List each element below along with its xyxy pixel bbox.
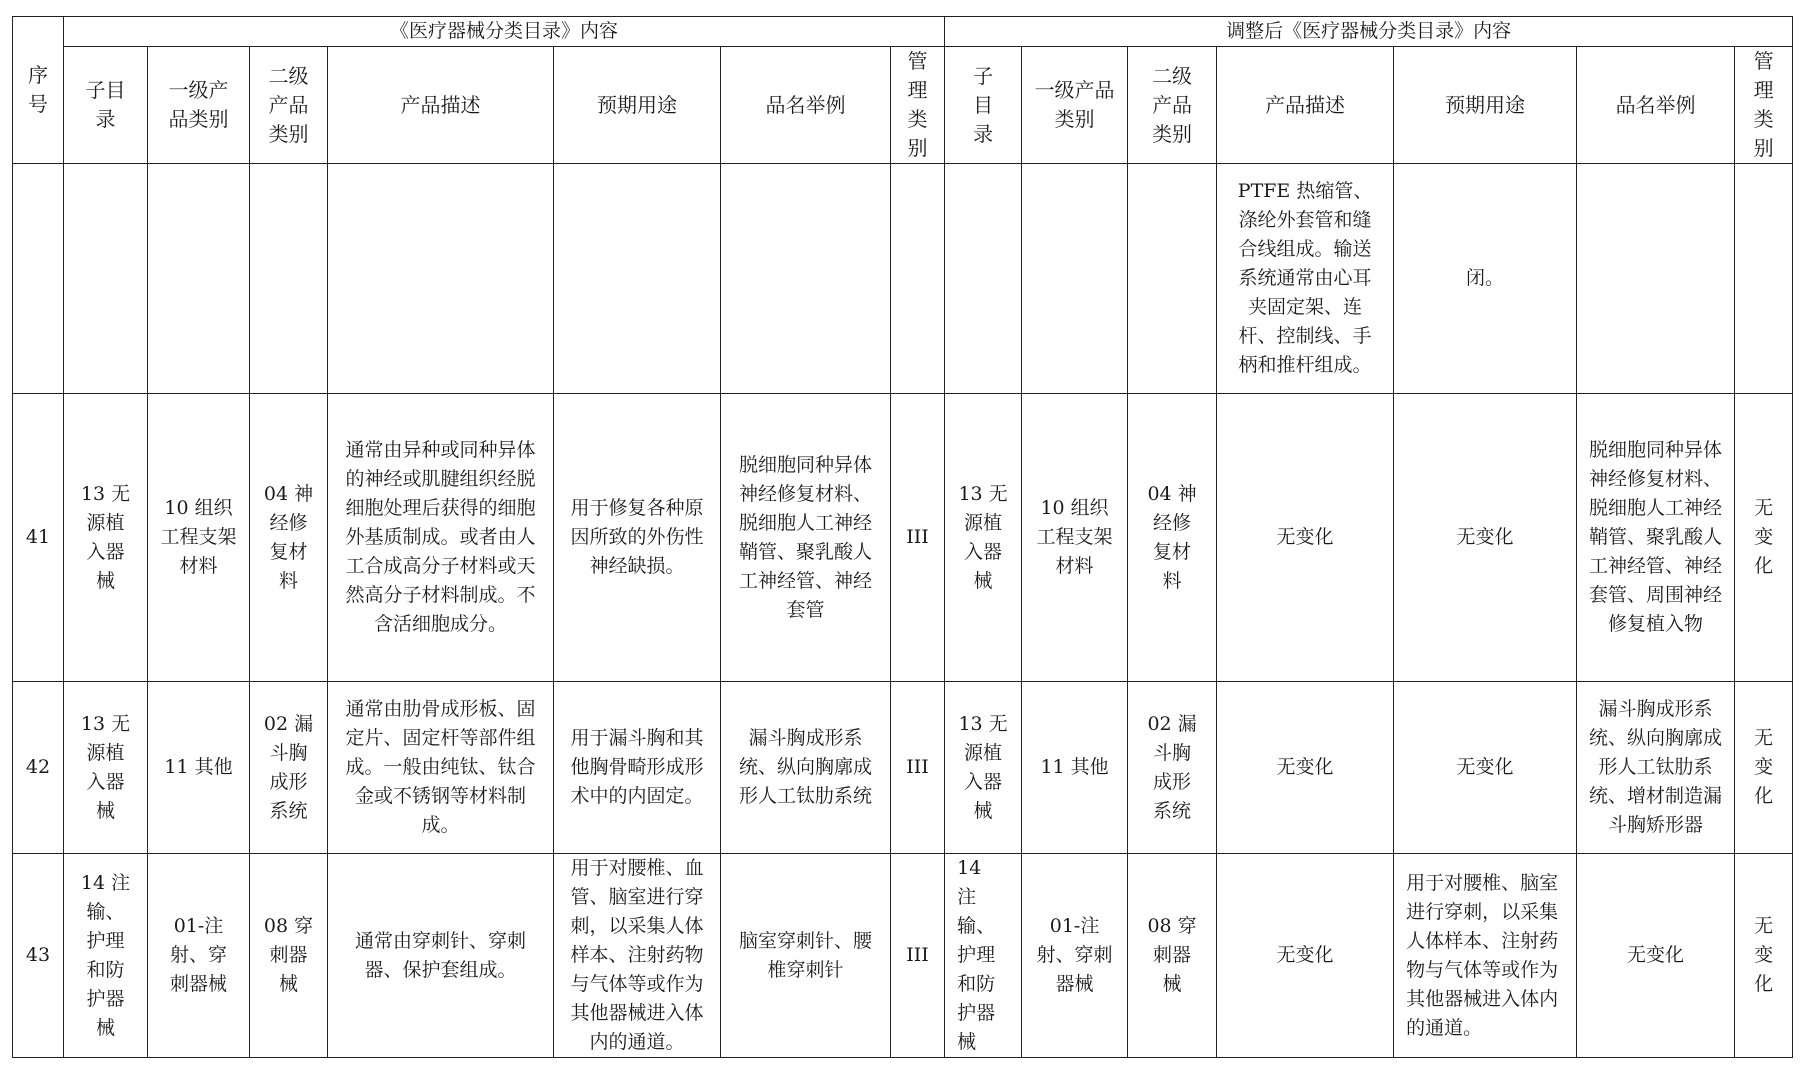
- cell-examples-after: 无变化: [1577, 854, 1735, 1058]
- header-group-row: [13, 17, 1793, 47]
- group-header-after: 调整后《医疗器械分类目录》内容: [945, 17, 1793, 47]
- cell-sub-dir-after: [945, 164, 1022, 394]
- cell-l2-after: 04 神经修复材料: [1128, 394, 1217, 682]
- cell-l2: 04 神经修复材料: [250, 394, 328, 682]
- cell-l1: 11 其他: [148, 682, 250, 854]
- cell-sub-dir: 13 无源植入器械: [64, 682, 148, 854]
- cell-desc-after: PTFE 热缩管、涤纶外套管和缝合线组成。输送系统通常由心耳夹固定架、连杆、控制线、手柄和推杆组成。: [1217, 164, 1394, 394]
- cell-l1: 10 组织工程支架材料: [148, 394, 250, 682]
- cell-examples-after: 漏斗胸成形系统、纵向胸廓成形人工钛肋系统、增材制造漏斗胸矫形器: [1577, 682, 1735, 854]
- cell-no: 41: [13, 394, 64, 682]
- cell-l2-after: [1128, 164, 1217, 394]
- cell-desc: 通常由异种或同种异体的神经或肌腱组织经脱细胞处理后获得的细胞外基质制成。或者由人工合成高分子材料或天然高分子材料制成。不含活细胞成分。: [328, 394, 554, 682]
- cell-class-after: [1735, 164, 1793, 394]
- cell-no: 43: [13, 854, 64, 1058]
- classification-catalog-table: [12, 16, 1793, 1058]
- cell-sub-dir: [64, 164, 148, 394]
- group-header-before: 《医疗器械分类目录》内容: [64, 17, 945, 47]
- col-header-use: 预期用途: [554, 47, 721, 164]
- col-header-class-after: 管理类别: [1735, 47, 1793, 164]
- col-header-desc: 产品描述: [328, 47, 554, 164]
- cell-l2: [250, 164, 328, 394]
- cell-class: III: [891, 394, 945, 682]
- cell-class-after: 无变化: [1735, 394, 1793, 682]
- cell-sub-dir-after: 14 注输、护理和防护器械: [945, 854, 1022, 1058]
- cell-desc: 通常由肋骨成形板、固定片、固定杆等部件组成。一般由纯钛、钛合金或不锈钢等材料制成。: [328, 682, 554, 854]
- cell-l2-after: 02 漏斗胸成形系统: [1128, 682, 1217, 854]
- cell-l1-after: [1022, 164, 1128, 394]
- cell-l1-after: 11 其他: [1022, 682, 1128, 854]
- cell-desc: 通常由穿刺针、穿刺器、保护套组成。: [328, 854, 554, 1058]
- cell-l1: 01-注射、穿刺器械: [148, 854, 250, 1058]
- cell-class-after: 无变化: [1735, 682, 1793, 854]
- header-column-row: [13, 47, 1793, 164]
- cell-examples: 漏斗胸成形系统、纵向胸廓成形人工钛肋系统: [721, 682, 891, 854]
- cell-desc-after: 无变化: [1217, 394, 1394, 682]
- cell-l1: [148, 164, 250, 394]
- col-header-sub-dir: 子目录: [64, 47, 148, 164]
- cell-sub-dir: 14 注输、护理和防护器械: [64, 854, 148, 1058]
- col-header-l1-after: 一级产品类别: [1022, 47, 1128, 164]
- col-header-examples-after: 品名举例: [1577, 47, 1735, 164]
- cell-desc-after: 无变化: [1217, 682, 1394, 854]
- cell-use-after: 无变化: [1394, 682, 1577, 854]
- col-header-no: 序号: [13, 17, 64, 164]
- table-row: [13, 854, 1793, 1058]
- cell-class-after: 无变化: [1735, 854, 1793, 1058]
- cell-examples: 脑室穿刺针、腰椎穿刺针: [721, 854, 891, 1058]
- cell-sub-dir-after: 13 无源植入器械: [945, 394, 1022, 682]
- table-row: [13, 394, 1793, 682]
- cell-examples-after: 脱细胞同种异体神经修复材料、脱细胞人工神经鞘管、聚乳酸人工神经管、神经套管、周围神经修复植入物: [1577, 394, 1735, 682]
- cell-no: 42: [13, 682, 64, 854]
- col-header-class: 管理类别: [891, 47, 945, 164]
- cell-use: 用于修复各种原因所致的外伤性神经缺损。: [554, 394, 721, 682]
- col-header-l2: 二级产品类别: [250, 47, 328, 164]
- cell-no: [13, 164, 64, 394]
- cell-class: III: [891, 682, 945, 854]
- cell-class: III: [891, 854, 945, 1058]
- cell-l2: 08 穿刺器械: [250, 854, 328, 1058]
- cell-examples: 脱细胞同种异体神经修复材料、脱细胞人工神经鞘管、聚乳酸人工神经管、神经套管: [721, 394, 891, 682]
- cell-use: [554, 164, 721, 394]
- cell-examples: [721, 164, 891, 394]
- cell-use-after: 无变化: [1394, 394, 1577, 682]
- cell-use: 用于漏斗胸和其他胸骨畸形成形术中的内固定。: [554, 682, 721, 854]
- col-header-examples: 品名举例: [721, 47, 891, 164]
- col-header-l1: 一级产品类别: [148, 47, 250, 164]
- cell-desc-after: 无变化: [1217, 854, 1394, 1058]
- col-header-desc-after: 产品描述: [1217, 47, 1394, 164]
- cell-l2: 02 漏斗胸成形系统: [250, 682, 328, 854]
- cell-l1-after: 01-注射、穿刺器械: [1022, 854, 1128, 1058]
- cell-examples-after: [1577, 164, 1735, 394]
- cell-sub-dir-after: 13 无源植入器械: [945, 682, 1022, 854]
- col-header-sub-dir-after: 子目录: [945, 47, 1022, 164]
- cell-class: [891, 164, 945, 394]
- col-header-use-after: 预期用途: [1394, 47, 1577, 164]
- cell-use-after: 用于对腰椎、脑室进行穿刺，以采集人体样本、注射药物与气体等或作为其他器械进入体内的通道。: [1394, 854, 1577, 1058]
- cell-sub-dir: 13 无源植入器械: [64, 394, 148, 682]
- cell-l1-after: 10 组织工程支架材料: [1022, 394, 1128, 682]
- cell-use-after: 闭。: [1394, 164, 1577, 394]
- table-row: [13, 682, 1793, 854]
- cell-desc: [328, 164, 554, 394]
- table-row-continued: [13, 164, 1793, 394]
- cell-l2-after: 08 穿刺器械: [1128, 854, 1217, 1058]
- cell-use: 用于对腰椎、血管、脑室进行穿刺，以采集人体样本、注射药物与气体等或作为其他器械进入体内的通道。: [554, 854, 721, 1058]
- col-header-l2-after: 二级产品类别: [1128, 47, 1217, 164]
